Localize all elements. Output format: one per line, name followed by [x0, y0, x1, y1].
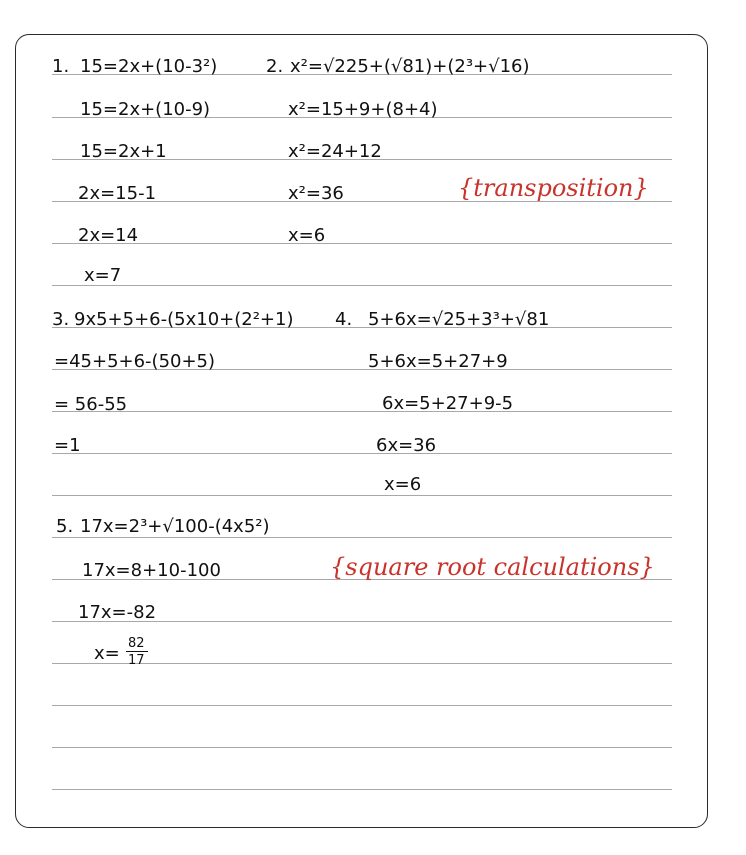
ruled-line	[52, 537, 672, 538]
ruled-line	[52, 663, 672, 664]
problem-2-line: x=6	[288, 225, 326, 246]
problem-3-line: = 56-55	[54, 394, 128, 415]
problem-4-line: 6x=5+27+9-5	[382, 393, 514, 414]
problem-2-line: x²=36	[288, 183, 344, 204]
problem-2-line: x²=√225+(√81)+(2³+√16)	[290, 56, 530, 77]
problem-4-line: 5+6x=√25+3³+√81	[368, 309, 550, 330]
problem-4-line: 5+6x=5+27+9	[368, 351, 508, 372]
problem-4-line: 6x=36	[376, 435, 437, 456]
transposition-annotation: {transposition}	[458, 174, 649, 202]
problem-3-line: 9x5+5+6-(5x10+(2²+1)	[74, 309, 294, 330]
ruled-line	[52, 411, 672, 412]
problem-5-number: 5.	[56, 516, 74, 537]
problem-1-line: 2x=14	[78, 225, 139, 246]
problem-3-number: 3.	[52, 309, 70, 330]
ruled-line	[52, 453, 672, 454]
ruled-line	[52, 495, 672, 496]
problem-4-number: 4.	[335, 309, 353, 330]
problem-1-line: 2x=15-1	[78, 183, 157, 204]
problem-5-line: 17x=8+10-100	[82, 560, 221, 581]
problem-5-line: 17x=-82	[78, 602, 157, 623]
problem-1-line: 15=2x+(10-3²)	[80, 56, 218, 77]
problem-3-line: =1	[54, 435, 81, 456]
ruled-line	[52, 789, 672, 790]
fraction-bar	[126, 651, 148, 652]
square-root-annotation: {square root calculations}	[330, 553, 655, 581]
ruled-line	[52, 705, 672, 706]
problem-5-line: 17x=2³+√100-(4x5²)	[80, 516, 270, 537]
problem-5-fraction-numerator: 82	[128, 636, 145, 651]
problem-5-fraction-denominator: 17	[128, 653, 145, 668]
ruled-line	[52, 285, 672, 286]
problem-1-line: 15=2x+1	[80, 141, 167, 162]
problem-5-fraction-prefix: x=	[94, 643, 120, 664]
problem-1-line: x=7	[84, 265, 122, 286]
problem-2-number: 2.	[266, 56, 284, 77]
problem-1-number: 1.	[52, 56, 70, 77]
problem-2-line: x²=15+9+(8+4)	[288, 99, 438, 120]
ruled-line	[52, 747, 672, 748]
problem-2-line: x²=24+12	[288, 141, 382, 162]
problem-4-line: x=6	[384, 474, 422, 495]
problem-1-line: 15=2x+(10-9)	[80, 99, 211, 120]
problem-3-line: =45+5+6-(50+5)	[54, 351, 216, 372]
ruled-line	[52, 243, 672, 244]
